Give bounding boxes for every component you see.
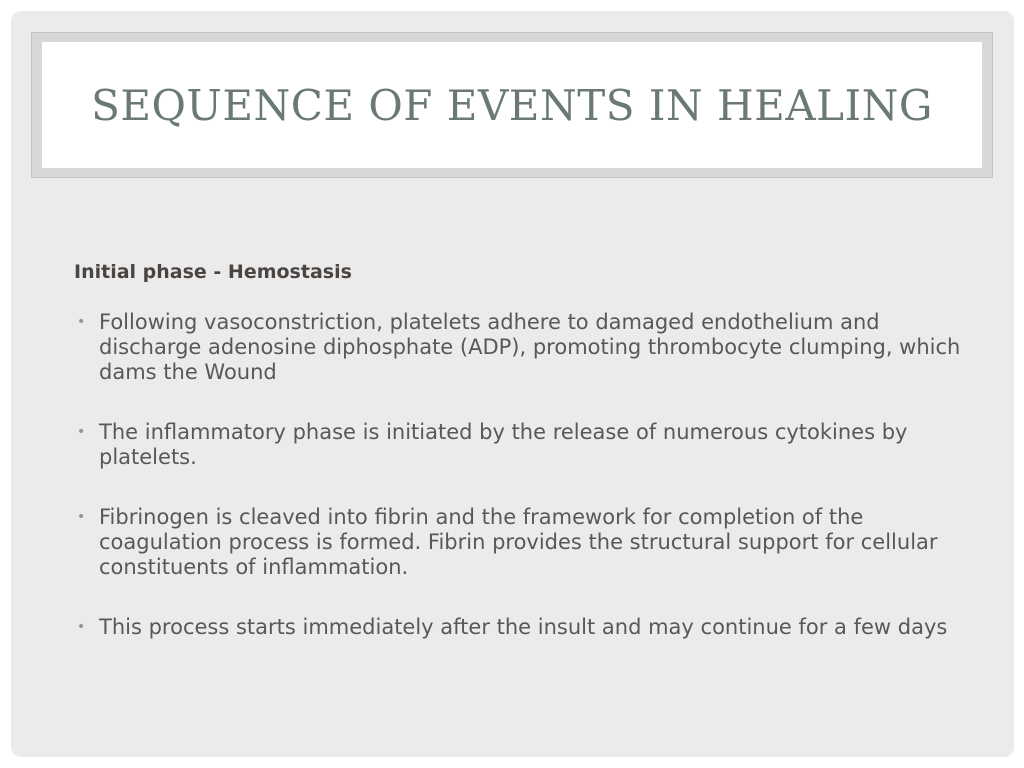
bullet-text: Following vasoconstriction, platelets adhere to damaged endothelium and discharge adenosine diphosphate (ADP), promoting thrombocyte clumping, which dams the Wound xyxy=(99,310,961,384)
bullet-dot-icon: • xyxy=(77,424,86,440)
title-frame xyxy=(31,32,993,178)
bullet-dot-icon: • xyxy=(77,509,86,525)
slide-title: SEQUENCE OF EVENTS IN HEALING xyxy=(91,80,933,130)
bullet-item xyxy=(74,505,974,580)
bullet-item xyxy=(74,615,974,640)
bullet-item xyxy=(74,420,974,470)
title-box xyxy=(42,42,982,168)
bullet-text: This process starts immediately after the insult and may continue for a few days xyxy=(99,615,948,639)
section-subheading: Initial phase - Hemostasis xyxy=(74,261,352,283)
slide-content xyxy=(74,261,974,675)
bullet-dot-icon: • xyxy=(77,314,86,330)
bullet-text: Fibrinogen is cleaved into fibrin and the framework for completion of the coagulation process is formed. Fibrin provides the structural support for cellular constituents of inflammation. xyxy=(99,505,938,579)
bullet-list xyxy=(74,310,974,640)
bullet-item xyxy=(74,310,974,385)
bullet-dot-icon: • xyxy=(77,619,86,635)
slide xyxy=(11,11,1014,757)
bullet-text: The inflammatory phase is initiated by the release of numerous cytokines by platelets. xyxy=(99,420,908,469)
